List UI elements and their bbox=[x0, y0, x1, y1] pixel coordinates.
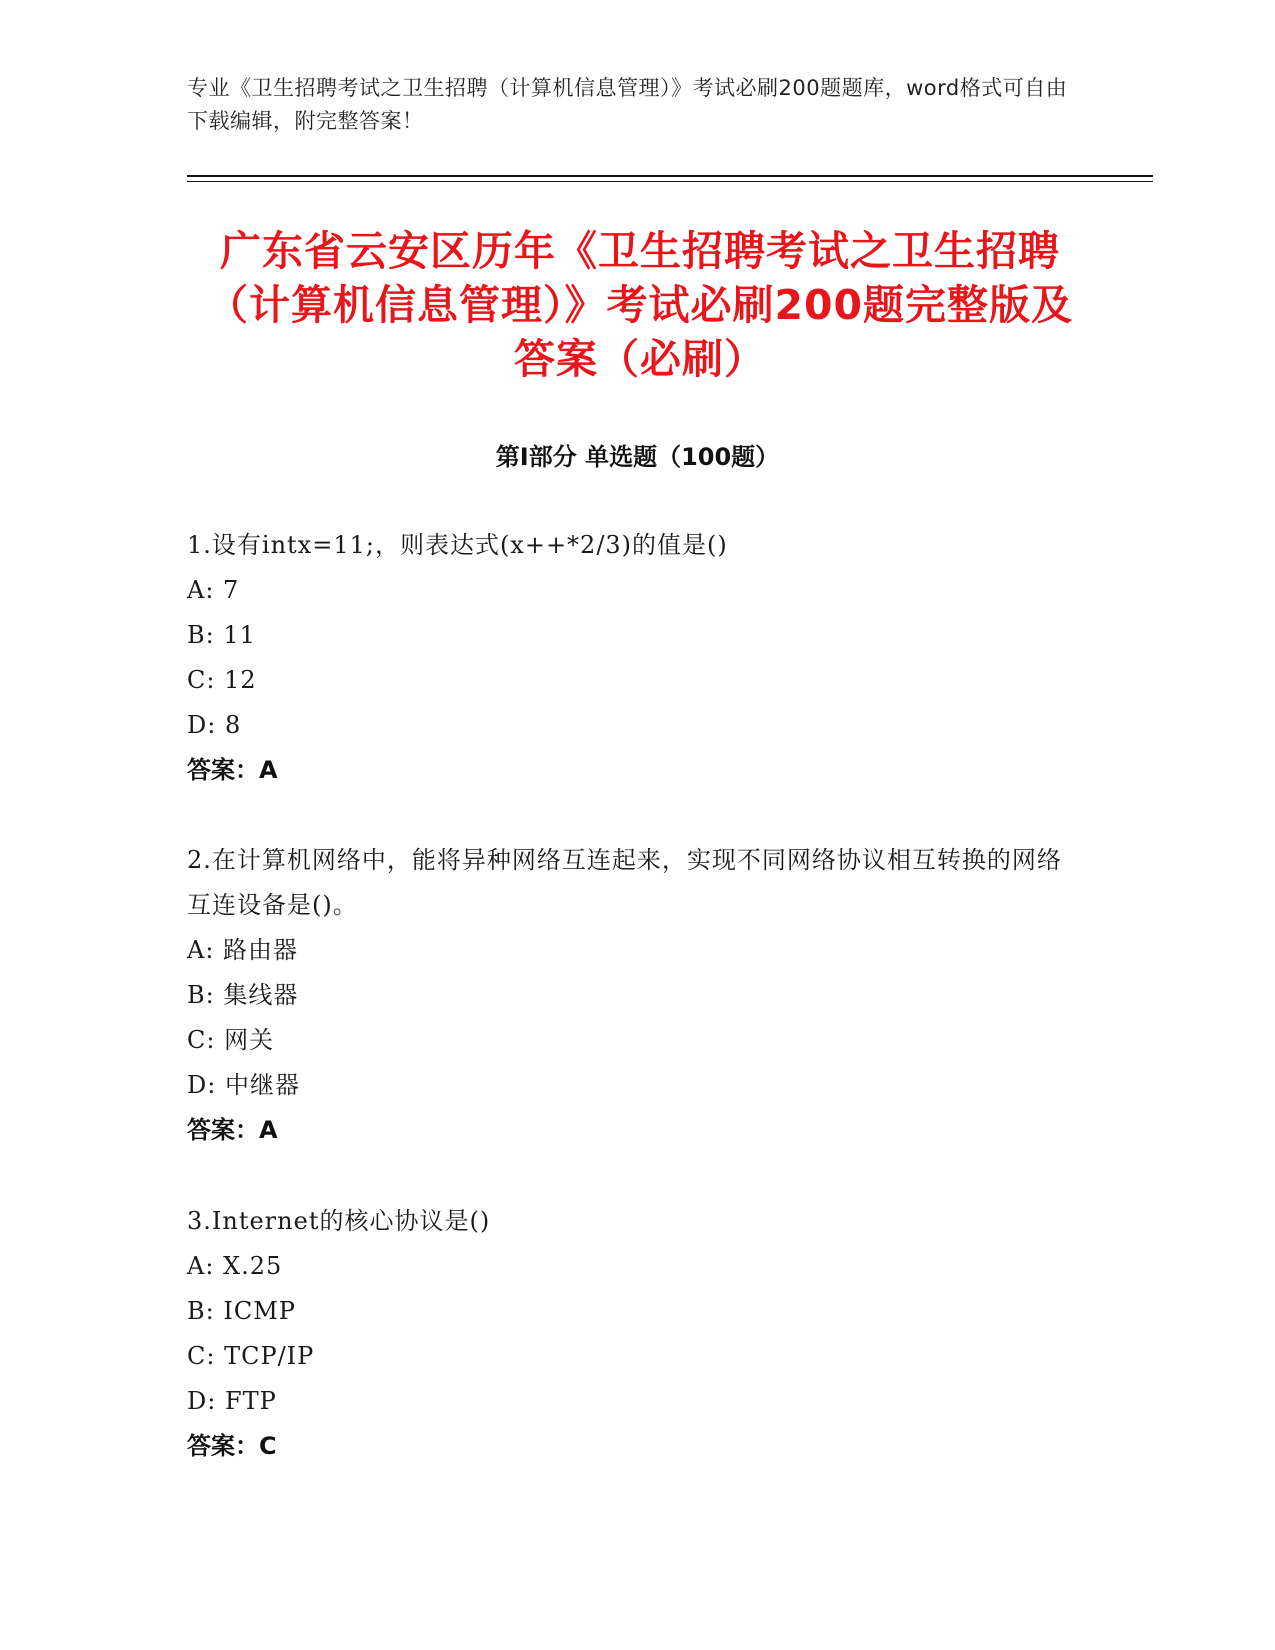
section-title: 第Ⅰ部分 单选题（100题） bbox=[495, 443, 780, 471]
document-title: 广东省云安区历年《卫生招聘考试之卫生招聘（计算机信息管理）》考试必刷200题完整版及答案（必刷） bbox=[206, 227, 1074, 383]
option-c: C: 12 bbox=[187, 666, 257, 694]
question-2 bbox=[187, 838, 1067, 1153]
option-c: C: 网关 bbox=[187, 1026, 275, 1054]
option-a: A: 路由器 bbox=[187, 936, 299, 964]
option-a: A: 7 bbox=[187, 576, 240, 604]
answer: 答案：A bbox=[187, 1116, 278, 1144]
question-stem: 3.Internet的核心协议是() bbox=[187, 1207, 491, 1235]
option-c: C: TCP/IP bbox=[187, 1342, 315, 1370]
question-3 bbox=[187, 1199, 1067, 1469]
header-note: 专业《卫生招聘考试之卫生招聘（计算机信息管理）》考试必刷200题题库，word格式可自由下载编辑，附完整答案！ bbox=[187, 76, 1068, 133]
answer: 答案：C bbox=[187, 1432, 277, 1460]
header-rule-thin bbox=[187, 181, 1153, 182]
option-b: B: ICMP bbox=[187, 1297, 296, 1325]
option-d: D: 8 bbox=[187, 711, 242, 739]
question-stem: 1.设有intx=11;，则表达式(x++*2/3)的值是() bbox=[187, 531, 728, 559]
option-b: B: 11 bbox=[187, 621, 256, 649]
option-b: B: 集线器 bbox=[187, 981, 299, 1009]
option-d: D: FTP bbox=[187, 1387, 277, 1415]
option-a: A: X.25 bbox=[187, 1252, 283, 1280]
question-stem: 2.在计算机网络中，能将异种网络互连起来，实现不同网络协议相互转换的网络互连设备是()。 bbox=[187, 846, 1062, 919]
question-1 bbox=[187, 523, 1067, 793]
option-d: D: 中继器 bbox=[187, 1071, 300, 1099]
answer: 答案：A bbox=[187, 756, 278, 784]
header-rule-thick bbox=[187, 175, 1153, 177]
